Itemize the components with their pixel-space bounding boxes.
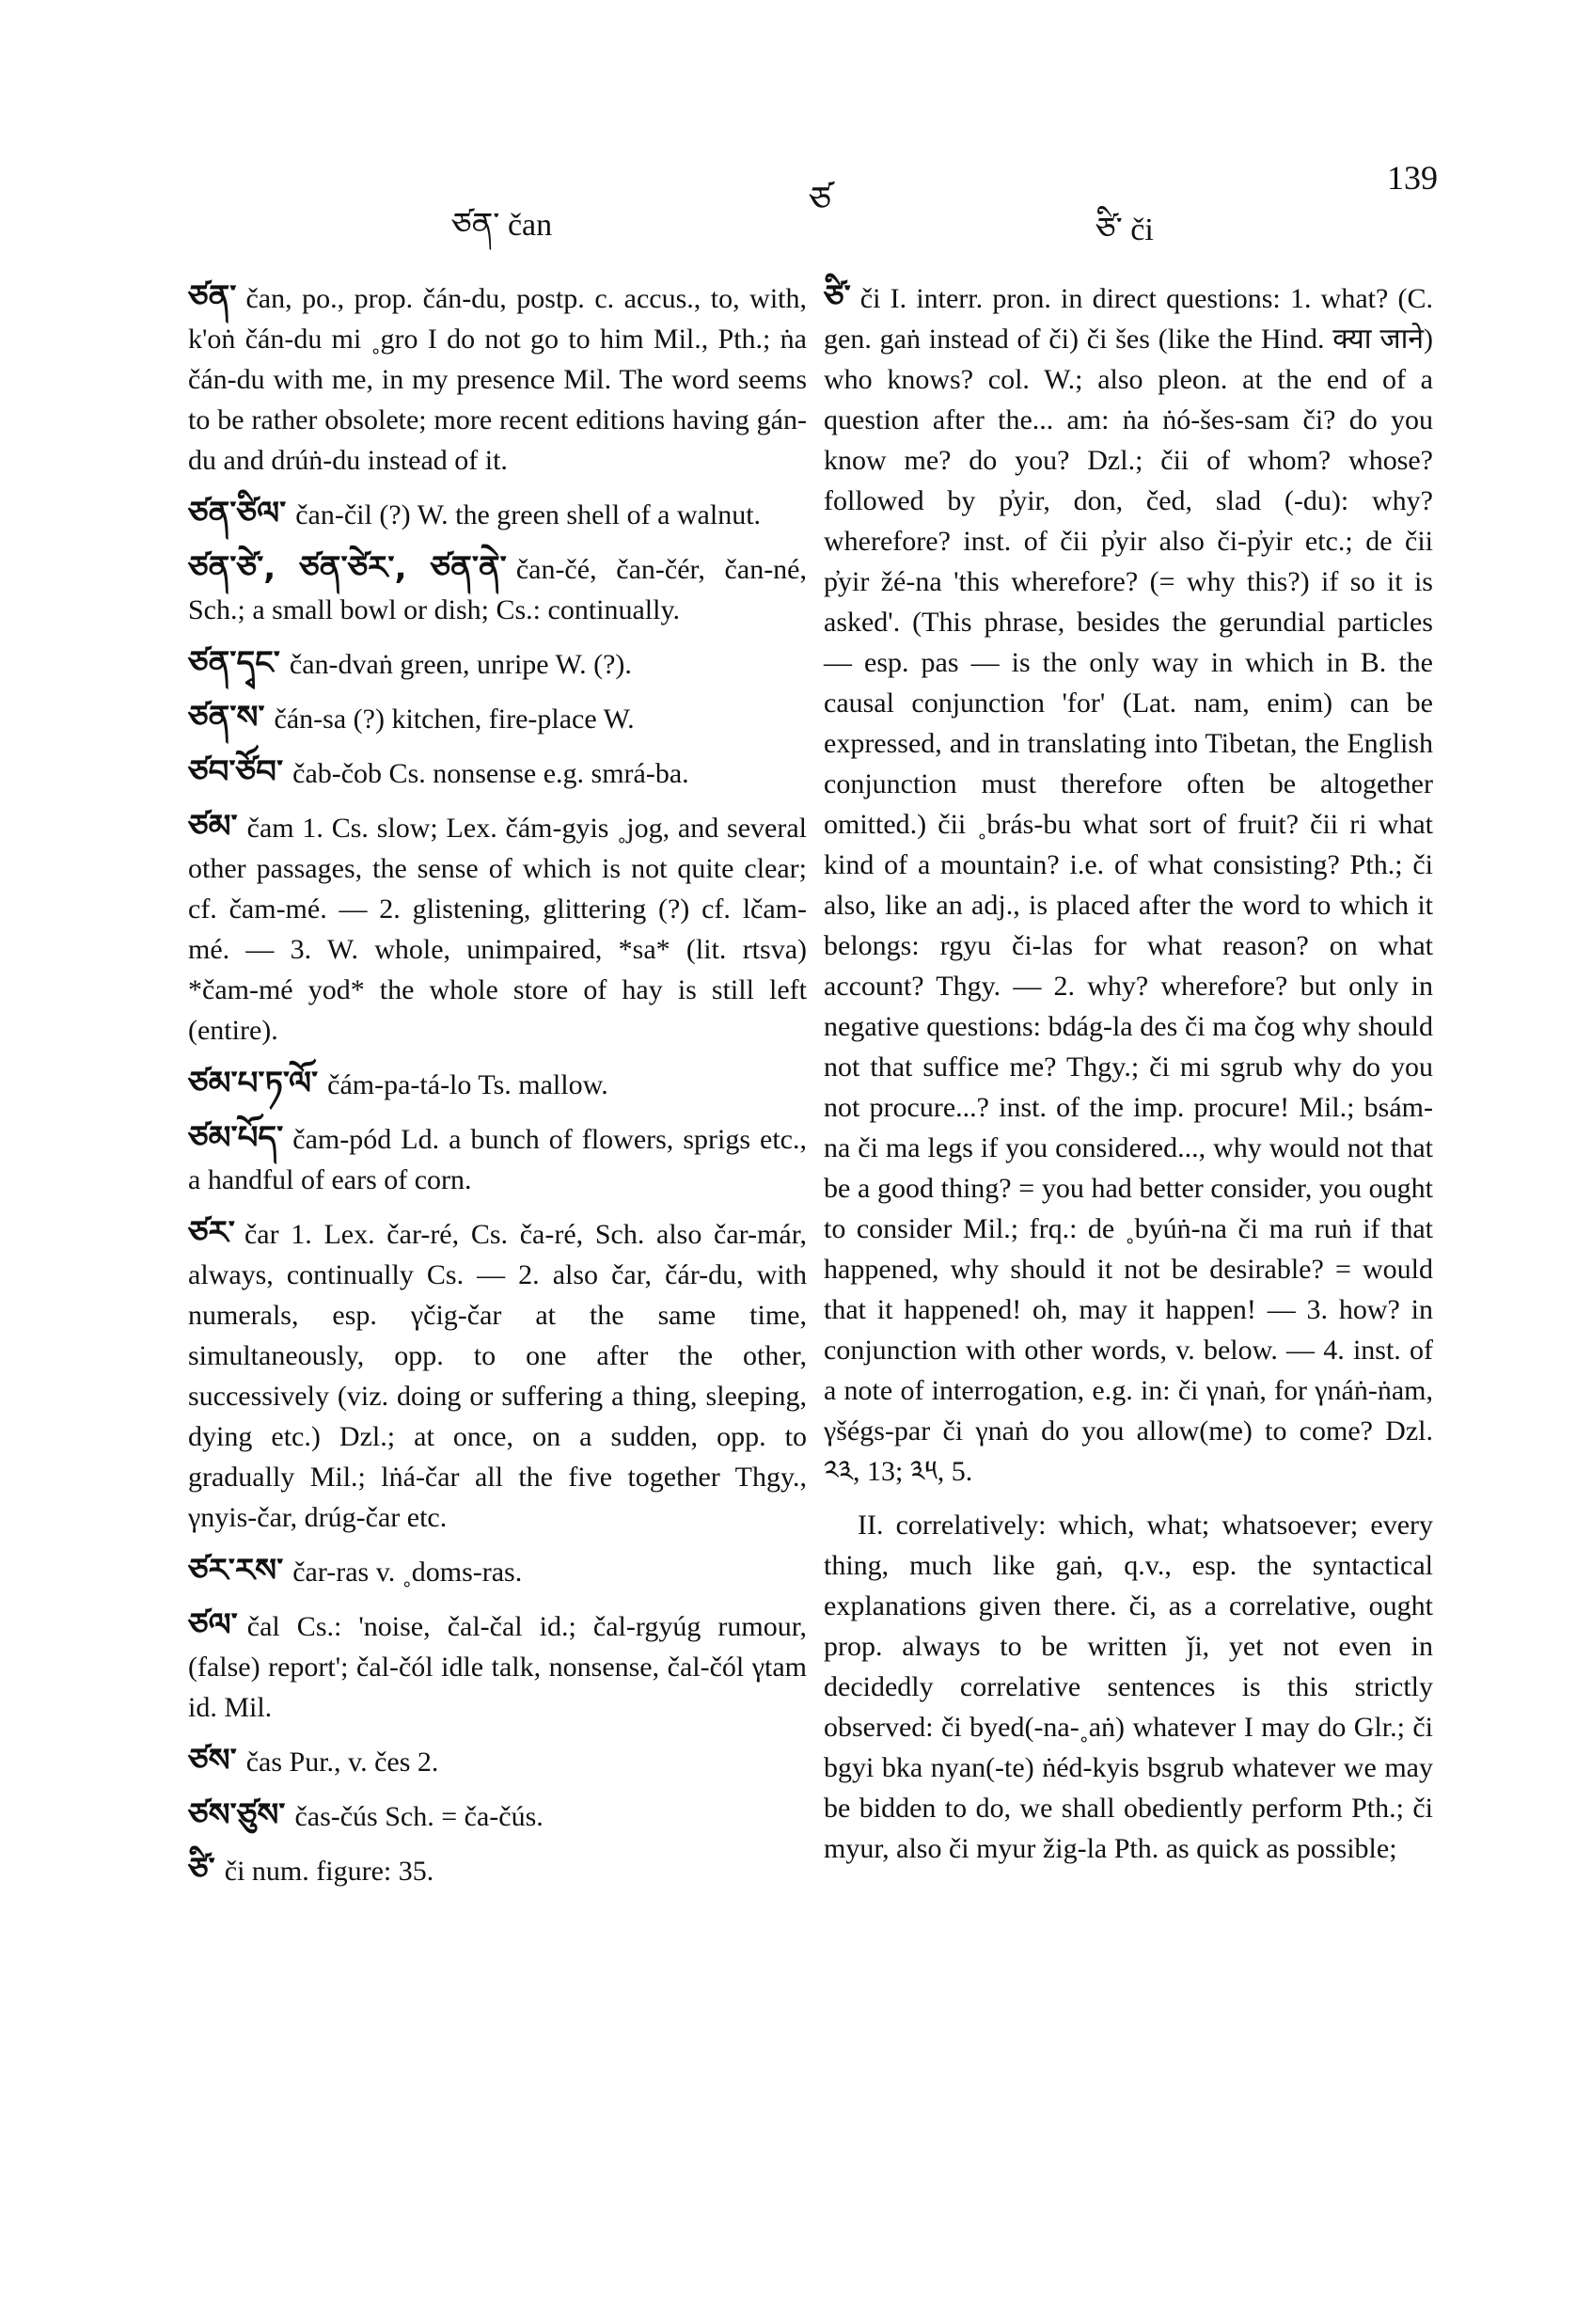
entry-cas-cus [188, 1795, 807, 1837]
tibetan-headword: ཙར་ [188, 1214, 235, 1252]
tibetan-headword: ཙན་དྭང་ [188, 644, 280, 682]
tibetan-headword: ཙས་ [188, 1742, 237, 1779]
page-number: 139 [1387, 159, 1438, 197]
entry-ci-num [188, 1850, 807, 1891]
tibetan-headword: ཙམ་ [188, 808, 238, 846]
entry-text: čán-sa (?) kitchen, fire-place W. [274, 704, 635, 735]
tibetan-headword: ཙན་ [188, 278, 237, 316]
running-header-center: ཙ [809, 181, 832, 220]
tibetan-headword: ཙམ་པོད་ [188, 1119, 284, 1157]
entry-ci-correlative [824, 1505, 1433, 1869]
entry-text: čam 1. Cs. slow; Lex. čám-gyis ˳jog, and several other passages, the sense of which is not quite clear; cf. čam-mé. — 2. glistening, glittering (?) cf. lčam-mé. — 3. W. whole, unimpaired, *sa* (lit. rtsva) *čam-mé yod* the whole store of hay is still left (entire). [188, 813, 807, 1046]
entry-text: čar 1. Lex. čar-ré, Cs. ča-ré, Sch. also čar-már, always, continually Cs. — 2. also čar, čár-du, with numerals, esp. γčig-čar at the same time, simultaneously, opp. to one after the other, successively (viz. doing or suffering a thing, sleeping, dying etc.) Dzl.; at once, on a sudden, opp. to gradually Mil.; lṅá-čar all the five together Thgy., γnyis-čar, drúg-čar etc. [188, 1219, 807, 1533]
right-column [824, 277, 1433, 1882]
tibetan-headword: ཙར་རས་ [188, 1552, 284, 1589]
entry-text: čan-dvaṅ green, unripe W. (?). [289, 649, 632, 680]
running-header-right: ཙི་ či [1095, 213, 1154, 247]
tibetan-headword: ཙས་ཙུས་ [188, 1796, 286, 1834]
entry-text: čam-pód Ld. a bunch of flowers, sprigs etc., a handful of ears of corn. [188, 1124, 807, 1195]
entry-text: čan-čé, čan-čér, čan-né, Sch.; a small bowl or dish; Cs.: continually. [188, 554, 807, 625]
tibetan-headword: ཙི་ [824, 278, 851, 316]
entry-can-cil [188, 494, 807, 535]
tibetan-headword: ཙི་ [188, 1851, 215, 1889]
entry-text: čal Cs.: 'noise, čal-čal id.; čal-rgyúg rumour, (false) report'; čal-čól idle talk, nonsense, čal-čól γtam id. Mil. [188, 1611, 807, 1723]
tibetan-headword: ཙན་ས་ [188, 699, 265, 736]
entry-text: čas-čús Sch. = ča-čús. [294, 1801, 544, 1832]
entry-cal [188, 1605, 807, 1728]
tibetan-headword: ཙམ་པ་ཏ་ལོ་ [188, 1065, 319, 1102]
entry-text: či num. figure: 35. [224, 1856, 434, 1887]
entry-ci-interrogative [824, 277, 1433, 1492]
entry-cam-pa-ta-lo [188, 1064, 807, 1105]
entry-can-dvan [188, 643, 807, 685]
tibetan-headword: ཙན་ཙེ་, ཙན་ཙེར་, ཙན་ནེ་ [188, 549, 507, 587]
entry-text: čám-pa-tá-lo Ts. mallow. [327, 1069, 608, 1100]
entry-cab-cob [188, 752, 807, 794]
entry-text: čan, po., prop. čán-du, postp. c. accus., to, with, k'oṅ čán-du mi ˳gro I do not go to him Mil., Pth.; ṅa čán-du with me, in my presence Mil. The word seems to be rather obsolete; more recent editions having gán-du and drúṅ-du instead of it. [188, 283, 807, 476]
tibetan-headword: ཙན་ཙིལ་ [188, 495, 287, 532]
tibetan-headword: ཙལ་ [188, 1606, 238, 1644]
entry-text: čas Pur., v. čes 2. [245, 1747, 439, 1778]
entry-text: čab-čob Cs. nonsense e.g. smrá-ba. [292, 758, 689, 789]
entry-can-sa [188, 698, 807, 739]
entry-text: či I. interr. pron. in direct questions: 1. what? (C. gen. gaṅ instead of či) či šes (like the Hind. क्या जाने) who knows? col. W.; also pleon. at the end of a question after the... am: ṅa ṅó-šes-sam či? do you know me? do you? Dzl.; čii of whom? whose? followed by p̓yir, don, čed, slad (-du): why? wherefore? inst. of čii p̓yir also či-p̓yir etc.; de čii p̓yir žé-na 'this wherefore? (= why this?) if so it is asked'. (This phrase, besides the gerundial particles — esp. pas — is the only way in which in B. the causal conjunction 'for' (Lat. nam, enim) can be expressed, and in translating into Tibetan, the English conjunction must therefore often be altogether omitted.) čii ˳brás-bu what sort of fruit? čii ri what kind of a mountain? i.e. of what consisting? Pth.; či also, like an adj., is placed after the word to which it belongs: rgyu či-las for what reason? on what account? Thgy. — 2. why? wherefore? but only in negative questions: bdág-la des či ma čog why should not that suffice me? Thgy.; či mi sgrub why do you not procure...? inst. of the imp. procure! Mil.; bsám-na či ma legs if you considered..., why would not that be a good thing? = you had better consider, you ought to consider Mil.; frq.: de ˳byúṅ-na či ma ruṅ if that happened, why should it not be desirable? = would that it happened! oh, may it happen! — 3. how? in conjunction with other words, v. below. — 4. inst. of a note of interrogation, e.g. in: či γnaṅ, for γnáṅ-ṅam, γšégs-par či γnaṅ do you allow(me) to come? Dzl. ༢༣, 13; ༣༥, 5. [824, 283, 1433, 1487]
entry-car [188, 1213, 807, 1538]
entry-text: II. correlatively: which, what; whatsoever; every thing, much like gaṅ, q.v., esp. the syntactical explanations given there. či, as a correlative, ought prop. always to be written ǰi, yet not even in decidedly correlative sentences is this strictly observed: či byed(-na-˳aṅ) whatever I may do Glr.; či bgyi bka nyan(-te) ṅéd-kyis bsgrub whatever we may be bidden to do, we shall obediently perform Pth.; či myur, also či myur žig-la Pth. as quick as possible; [824, 1510, 1433, 1864]
entry-text: čar-ras v. ˳doms-ras. [292, 1557, 523, 1588]
entry-text: čan-čil (?) W. the green shell of a walnut. [295, 499, 762, 530]
entry-car-ras [188, 1551, 807, 1592]
left-column [188, 277, 807, 1905]
entry-cam [188, 807, 807, 1051]
entry-can-ce [188, 548, 807, 630]
tibetan-headword: ཙབ་ཙོབ་ [188, 753, 284, 791]
entry-cas [188, 1741, 807, 1782]
entry-can [188, 277, 807, 481]
running-header-left: ཙན་ čan [451, 208, 553, 243]
entry-cam-pod [188, 1118, 807, 1200]
